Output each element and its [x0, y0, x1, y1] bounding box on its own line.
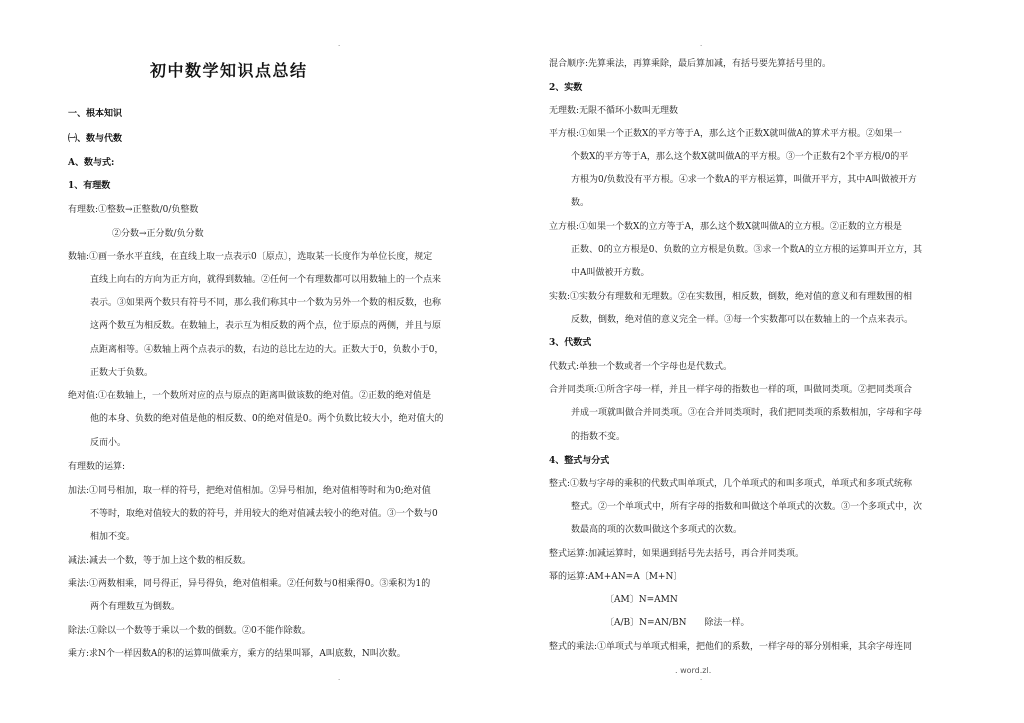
document-title: 初中数学知识点总结 — [150, 61, 308, 80]
section-heading: 4、整式与分式 — [549, 456, 610, 466]
text-line: 有理数:①整数→正整数/0/负整数 — [68, 205, 199, 215]
text-line: 数轴:①画一条水平直线，在直线上取一点表示0〔原点〕，选取某一长度作为单位长度，规定 — [68, 252, 433, 262]
text-line: 整式:①数与字母的乘积的代数式叫单项式，几个单项式的和叫多项式，单项式和多项式统称 — [549, 479, 913, 489]
text-line: 他的本身、负数的绝对值是他的相反数、0的绝对值是0。两个负数比较大小，绝对值大的 — [90, 414, 444, 424]
section-heading: 1、有理数 — [68, 181, 111, 191]
section-heading: 2、实数 — [549, 83, 583, 93]
text-line: 〔AM〕N=AMN — [605, 595, 678, 605]
section-heading: A、数与式: — [68, 158, 115, 168]
text-line: 〔A/B〕N=AN/BN 除法一样。 — [605, 618, 750, 628]
text-line: 正数、0的立方根是0、负数的立方根是负数。③求一个数A的立方根的运算叫开立方，其 — [571, 245, 922, 255]
text-line: 方根为0/负数没有平方根。④求一个数A的平方根运算，叫做开平方，其中A叫做被开方 — [571, 175, 917, 185]
text-line: 整式。②一个单项式中，所有字母的指数和叫做这个单项式的次数。③一个多项式中，次 — [571, 502, 923, 512]
text-line: 除法:①除以一个数等于乘以一个数的倒数。②0不能作除数。 — [68, 626, 311, 636]
text-line: 两个有理数互为倒数。 — [90, 602, 181, 612]
text-line: 表示。③如果两个数只有符号不同，那么我们称其中一个数为另外一个数的相反数，也称 — [90, 298, 442, 308]
text-line: 反数，倒数，绝对值的意义完全一样。③每一个实数都可以在数轴上的一个点来表示。 — [571, 315, 914, 325]
text-line: 反而小。 — [90, 438, 127, 448]
text-line: 有理数的运算: — [68, 462, 126, 472]
text-line: 减法:减去一个数，等于加上这个数的相反数。 — [68, 556, 252, 566]
text-line: 代数式:单独一个数或者一个字母也是代数式。 — [549, 362, 733, 372]
text-line: 不等时，取绝对值较大的数的符号，并用较大的绝对值减去较小的绝对值。③一个数与0 — [90, 509, 438, 519]
text-line: ②分数→正分数/负分数 — [112, 229, 204, 239]
text-line: 无理数:无限不循环小数叫无理数 — [549, 106, 679, 116]
text-line: 点距离相等。④数轴上两个点表示的数，右边的总比左边的大。正数大于0，负数小于0， — [90, 345, 444, 355]
page-dot: · — [700, 676, 703, 684]
text-line: 整式运算:加减运算时，如果遇到括号先去括号，再合并同类项。 — [549, 549, 805, 559]
text-line: 正数大于负数。 — [90, 368, 154, 378]
text-line: 加法:①同号相加，取一样的符号，把绝对值相加。②异号相加，绝对值相等时和为0;绝对值 — [68, 486, 431, 496]
section-heading: ㈠、数与代数 — [68, 134, 123, 144]
text-line: 数最高的项的次数叫做这个多项式的次数。 — [571, 525, 743, 535]
text-line: 平方根:①如果一个正数X的平方等于A，那么这个正数X就叫做A的算术平方根。②如果一 — [549, 129, 902, 139]
text-line: 并成一项就叫做合并同类项。③在合并同类项时，我们把同类项的系数相加，字母和字母 — [571, 408, 923, 418]
text-line: 实数:①实数分有理数和无理数。②在实数围，相反数，倒数，绝对值的意义和有理数围的相 — [549, 292, 913, 302]
page-dot: · — [338, 676, 341, 684]
text-line: 这两个数互为相反数。在数轴上，表示互为相反数的两个点，位于原点的两侧，并且与原 — [90, 321, 442, 331]
text-line: 中A叫做被开方数。 — [571, 268, 650, 278]
text-line: 相加不变。 — [90, 532, 136, 542]
page-footer: . word.zl. — [675, 666, 712, 675]
page-dot: · — [338, 42, 341, 50]
section-heading: 一、根本知识 — [68, 109, 123, 119]
text-line: 绝对值:①在数轴上，一个数所对应的点与原点的距离叫做该数的绝对值。②正数的绝对值是 — [68, 391, 432, 401]
text-line: 直线上向右的方向为正方向，就得到数轴。②任何一个有理数都可以用数轴上的一个点来 — [90, 275, 442, 285]
text-line: 乘法:①两数相乘，同号得正，异号得负，绝对值相乘。②任何数与0相乘得0。③乘积为1的 — [68, 579, 431, 589]
text-line: 个数X的平方等于A，那么这个数X就叫做A的平方根。③一个正数有2个平方根/0的平 — [571, 152, 909, 162]
page-dot: · — [700, 42, 703, 50]
text-line: 数。 — [571, 198, 590, 208]
section-heading: 3、代数式 — [549, 338, 592, 348]
text-line: 的指数不变。 — [571, 432, 626, 442]
text-line: 混合顺序:先算乘法，再算乘除，最后算加减，有括号要先算括号里的。 — [549, 59, 832, 69]
text-line: 立方根:①如果一个数X的立方等于A，那么这个数X就叫做A的立方根。②正数的立方根是 — [549, 222, 902, 232]
text-line: 合并同类项:①所含字母一样，并且一样字母的指数也一样的项，叫做同类项。②把同类项合 — [549, 385, 913, 395]
text-line: 乘方:求N个一样因数A的积的运算叫做乘方，乘方的结果叫幂，A叫底数，N叫次数。 — [68, 649, 406, 659]
text-line: 整式的乘法:①单项式与单项式相乘，把他们的系数，一样字母的幂分别相乘，其余字母连同 — [549, 642, 913, 652]
text-line: 幂的运算:AM+AN=A〔M+N〕 — [549, 572, 683, 582]
